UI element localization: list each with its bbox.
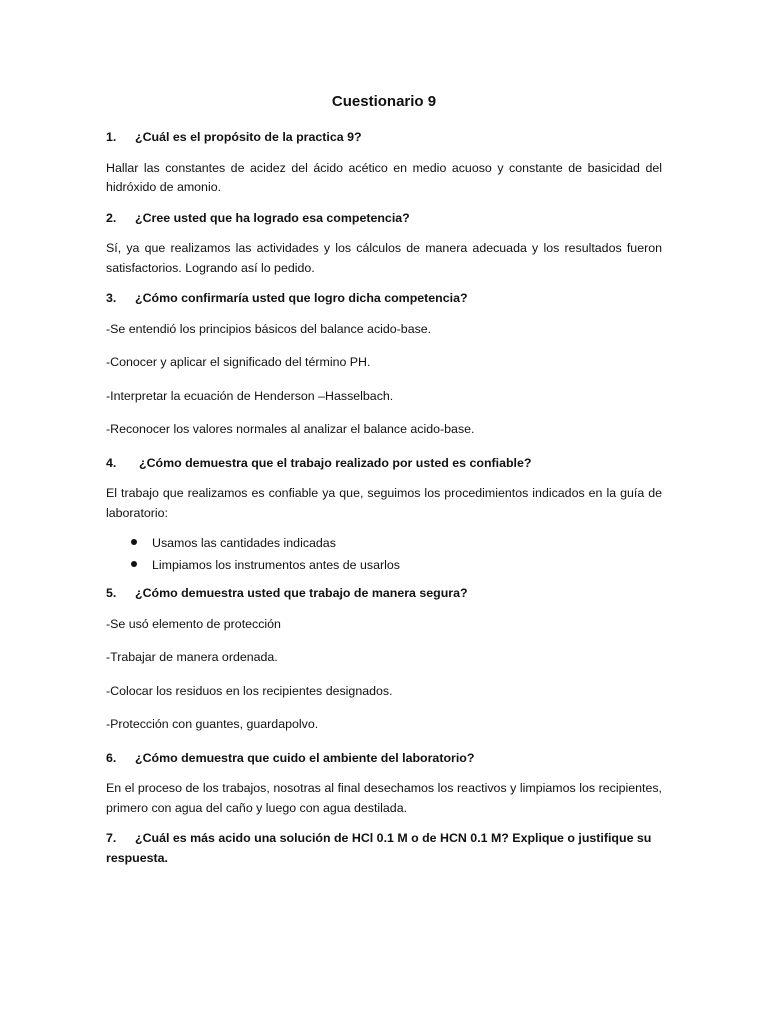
question-text: ¿Cree usted que ha logrado esa competencia? <box>135 210 410 225</box>
question-number: 7. <box>106 831 117 845</box>
questionnaire-body <box>106 128 662 879</box>
question-text: ¿Cuál es más acido una solución de HCl 0.1 M o de HCN 0.1 M? Explique o justifique su respuesta. <box>106 831 652 865</box>
answer-1: Hallar las constantes de acidez del ácido acético en medio acuoso y constante de basicidad del hidróxido de amonio. <box>106 160 662 194</box>
question-5 <box>106 584 662 604</box>
bullet-list <box>106 534 662 575</box>
question-text: ¿Cómo confirmaría usted que logro dicha competencia? <box>135 291 468 305</box>
question-number: 4. <box>106 455 117 470</box>
answer-5-line: -Se usó elemento de protección <box>106 616 281 631</box>
question-number: 1. <box>106 130 117 144</box>
answer-4: El trabajo que realizamos es confiable ya que, seguimos los procedimientos indicados en la guía de laboratorio: <box>106 486 662 520</box>
bullet-icon <box>106 534 152 554</box>
answer-2: Sí, ya que realizamos las actividades y los cálculos de manera adecuada y los resultados fueron satisfactorios. Logrando así lo pedido. <box>106 241 662 275</box>
question-6 <box>106 749 662 769</box>
question-number: 6. <box>106 750 117 765</box>
list-item-text: Limpiamos los instrumentos antes de usarlos <box>152 557 400 572</box>
answer-3-line: -Interpretar la ecuación de Henderson –Hasselbach. <box>106 388 394 403</box>
question-text: ¿Cómo demuestra usted que trabajo de manera segura? <box>135 586 468 600</box>
page-title: Cuestionario 9 <box>331 93 437 110</box>
question-number: 5. <box>106 586 117 600</box>
answer-3-line: -Se entendió los principios básicos del balance acido-base. <box>106 321 432 336</box>
answer-5-line: -Colocar los residuos en los recipientes designados. <box>106 683 393 698</box>
list-item <box>106 556 662 576</box>
question-3 <box>106 289 662 309</box>
question-1 <box>106 128 662 148</box>
question-7 <box>106 829 662 868</box>
list-item <box>106 534 662 554</box>
answer-6: En el proceso de los trabajos, nosotras al final desechamos los reactivos y limpiamos los recipientes, primero con agua del caño y luego con agua destilada. <box>106 781 662 815</box>
answer-5-line: -Trabajar de manera ordenada. <box>106 650 278 664</box>
question-text: ¿Cómo demuestra que cuido el ambiente del laboratorio? <box>135 750 475 765</box>
question-text: ¿Cómo demuestra que el trabajo realizado por usted es confiable? <box>139 455 532 470</box>
list-item-text: Usamos las cantidades indicadas <box>152 536 336 550</box>
answer-3-line: -Conocer y aplicar el significado del término PH. <box>106 355 371 369</box>
question-text: ¿Cuál es el propósito de la practica 9? <box>135 130 362 144</box>
bullet-icon <box>106 556 152 576</box>
question-2 <box>106 209 662 229</box>
question-number: 3. <box>106 291 117 305</box>
answer-3-line: -Reconocer los valores normales al analizar el balance acido-base. <box>106 422 475 436</box>
question-4 <box>106 454 662 474</box>
answer-5-line: -Protección con guantes, guardapolvo. <box>106 717 319 731</box>
question-number: 2. <box>106 210 117 225</box>
